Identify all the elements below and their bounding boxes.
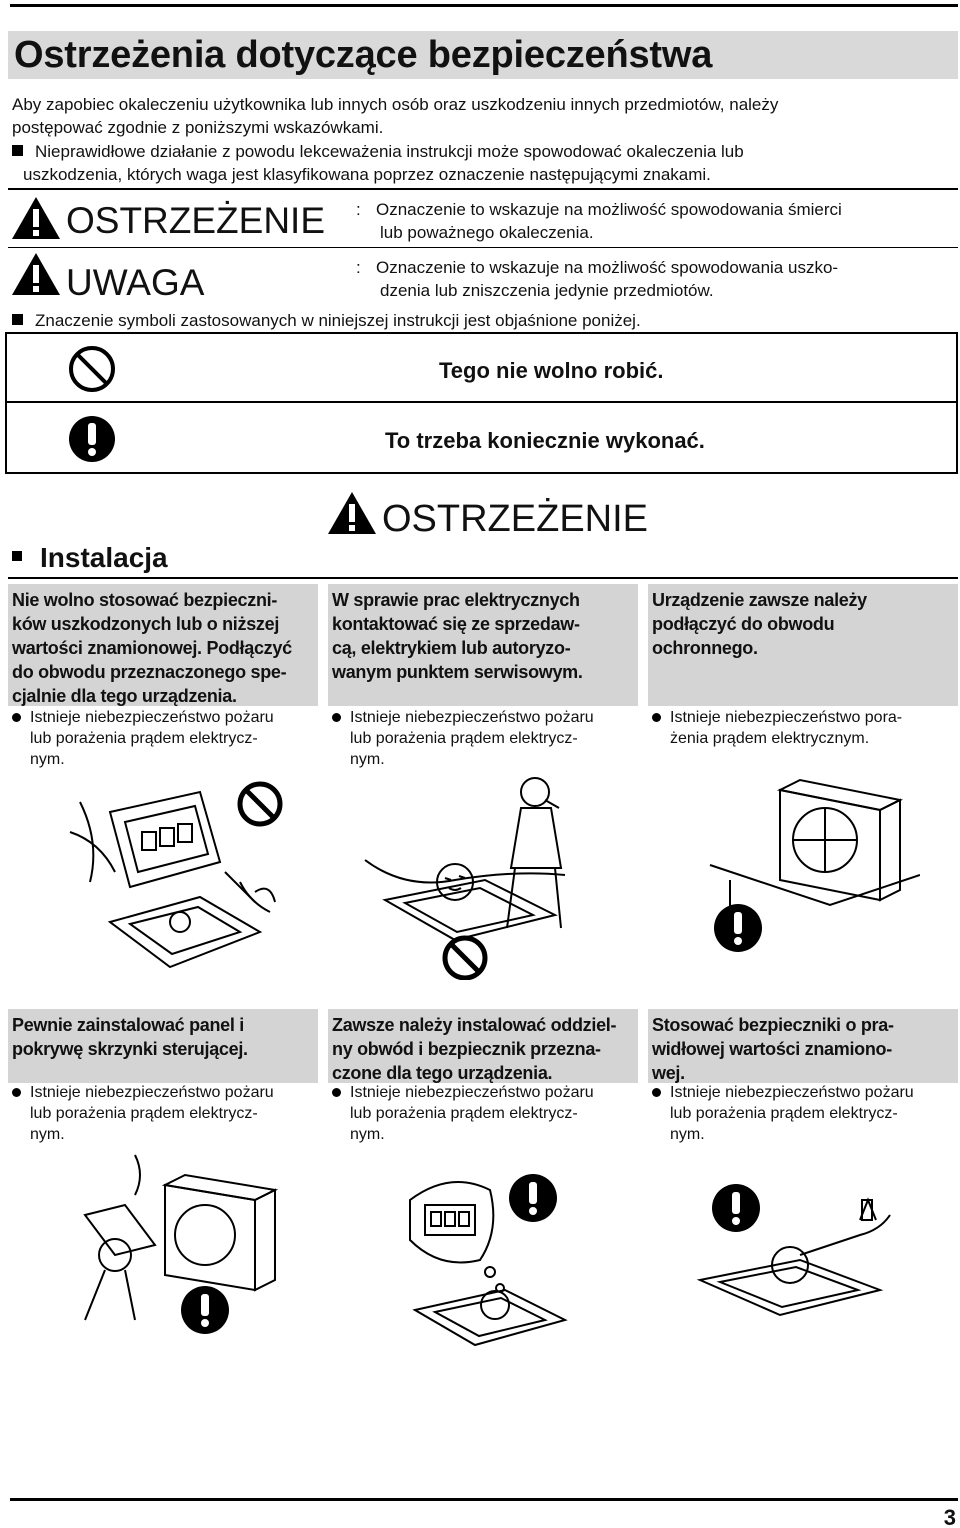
caution-triangle-icon <box>10 251 62 297</box>
symbol-meaning: Tego nie wolno robić. <box>439 358 664 383</box>
top-rule <box>10 4 958 7</box>
mandatory-icon <box>509 1174 557 1222</box>
instruction-box: Urządzenie zawsze należy podłączyć do obwodu ochronnego. <box>648 584 958 706</box>
square-bullet-icon <box>12 314 23 325</box>
legend-description: : Oznaczenie to wskazuje na możliwość spowodowania uszko- dzenia lub zniszczenia jedynie przedmiotów. <box>356 258 839 300</box>
warning-heading-text: OSTRZEŻENIE <box>382 498 649 540</box>
instruction-box: Stosować bezpieczniki o pra- widłowej wartości znamiono- wej. <box>648 1009 958 1083</box>
correct-fuse-illustration <box>690 1170 920 1350</box>
bullet-dot-icon <box>12 1088 21 1097</box>
legend-row-caution <box>8 248 958 308</box>
bullet-text: uszkodzenia, których waga jest klasyfikowana poprzez oznaczenie następującymi znakami. <box>23 165 711 184</box>
mandatory-icon <box>67 414 117 464</box>
section-rule <box>8 577 958 579</box>
risk-note: Istnieje niebezpieczeństwo pożaru lub porażenia prądem elektrycz- nym. <box>10 1082 320 1145</box>
bullet-text: Znaczenie symboli zastosowanych w niniejszej instrukcji jest objaśnione poniżej. <box>35 311 641 330</box>
bullet-symbols <box>12 309 952 332</box>
square-bullet-icon <box>12 551 22 561</box>
bullet-classification <box>12 140 952 186</box>
symbol-row <box>7 404 956 473</box>
warning-triangle-icon <box>326 490 378 536</box>
page-title: Ostrzeżenia dotyczące bezpieczeństwa <box>14 34 713 76</box>
warning-triangle-icon <box>10 195 62 241</box>
symbol-row <box>7 334 956 403</box>
separate-circuit-illustration <box>395 1160 585 1360</box>
bullet-dot-icon <box>652 1088 661 1097</box>
instruction-box: Nie wolno stosować bezpieczni- ków uszkodzonych lub o niższej wartości znamionowej. Podłączyć do obwodu przeznaczonego spe- cjalnie dla tego urządzenia. <box>8 584 318 706</box>
instruction-box: Pewnie zainstalować panel i pokrywę skrzynki sterującej. <box>8 1009 318 1083</box>
instruction-box: Zawsze należy instalować oddziel- ny obwód i bezpiecznik przezna- czone dla tego urządzenia. <box>328 1009 638 1083</box>
legend-word: OSTRZEŻENIE <box>66 200 326 241</box>
risk-note: Istnieje niebezpieczeństwo pożaru lub porażenia prądem elektrycz- nym. <box>330 1082 640 1145</box>
intro-paragraph <box>12 93 952 139</box>
intro-line: Aby zapobiec okaleczeniu użytkownika lub innych osób oraz uszkodzeniu innych przedmiotów, należy <box>12 95 779 114</box>
bullet-dot-icon <box>12 713 21 722</box>
section-heading: Instalacja <box>12 542 168 574</box>
prohibited-icon <box>445 938 485 978</box>
prohibited-icon <box>240 784 280 824</box>
intro-line: postępować zgodnie z poniższymi wskazówkami. <box>12 118 384 137</box>
page-number: 3 <box>943 1505 956 1528</box>
mandatory-icon <box>714 904 762 952</box>
damaged-fuse-box-illustration <box>50 772 290 972</box>
mandatory-icon <box>181 1286 229 1334</box>
legend-description: : Oznaczenie to wskazuje na możliwość spowodowania śmierci lub poważnego okaleczenia. <box>356 200 842 242</box>
bullet-text: Nieprawidłowe działanie z powodu lekceważenia instrukcji może spowodować okaleczenia lub <box>35 142 744 161</box>
legend-word: UWAGA <box>66 262 205 303</box>
warning-legend <box>8 188 958 308</box>
prohibited-icon <box>67 344 117 394</box>
symbol-meaning: To trzeba koniecznie wykonać. <box>385 428 705 453</box>
install-panel-illustration <box>55 1145 295 1345</box>
legend-row-warning <box>8 188 958 248</box>
bullet-dot-icon <box>652 713 661 722</box>
symbol-table <box>5 332 958 474</box>
outdoor-unit-ground-illustration <box>690 770 920 970</box>
square-bullet-icon <box>12 145 23 156</box>
mandatory-icon <box>712 1184 760 1232</box>
bullet-dot-icon <box>332 1088 341 1097</box>
risk-note: Istnieje niebezpieczeństwo pora- żenia prądem elektrycznym. <box>650 707 960 749</box>
instruction-box: W sprawie prac elektrycznych kontaktować się ze sprzedaw- cą, elektrykiem lub autoryzo- wanym punktem serwisowym. <box>328 584 638 706</box>
title-band <box>8 31 958 79</box>
bullet-dot-icon <box>332 713 341 722</box>
call-technician-illustration <box>345 770 625 980</box>
risk-note: Istnieje niebezpieczeństwo pożaru lub porażenia prądem elektrycz- nym. <box>10 707 320 770</box>
risk-note: Istnieje niebezpieczeństwo pożaru lub porażenia prądem elektrycz- nym. <box>330 707 640 770</box>
bottom-rule <box>10 1498 958 1501</box>
risk-note: Istnieje niebezpieczeństwo pożaru lub porażenia prądem elektrycz- nym. <box>650 1082 960 1145</box>
